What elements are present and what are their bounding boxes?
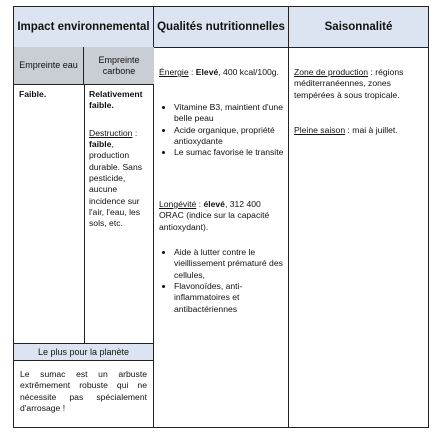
footprint-divider bbox=[84, 85, 85, 343]
info-table bbox=[13, 6, 429, 428]
energy-list bbox=[154, 102, 286, 159]
energy-item: • Le sumac favorise le transite bbox=[174, 147, 286, 158]
longevity-list bbox=[154, 247, 286, 315]
nutrition-header: Qualités nutritionnelles bbox=[154, 7, 288, 48]
energy-item: • Vitamine B3, maintient d'une belle peau bbox=[174, 102, 286, 125]
longevity-value: , 312 400 ORAC (indice sur la capacité antioxydant). bbox=[159, 199, 270, 232]
full-season-text: : mai à juillet. bbox=[345, 125, 398, 135]
longevity-item: • Aide à lutter contre le vieillissement prématuré des cellules, bbox=[174, 247, 286, 281]
destruction-level: faible bbox=[89, 139, 112, 150]
production-zone-text: : régions méditerranéennes, zones tempérées à sous tropicale. bbox=[294, 67, 404, 100]
energy-list-wrap bbox=[154, 102, 286, 159]
water-footprint-value: Faible. bbox=[19, 89, 47, 99]
production-zone-block bbox=[294, 67, 426, 101]
carbon-footprint-header: Empreinte carbone bbox=[84, 47, 154, 85]
longevity-level: élevé bbox=[203, 199, 225, 209]
carbon-footprint-block bbox=[89, 89, 151, 230]
season-column bbox=[289, 7, 428, 427]
planet-plus-text: Le sumac est un arbuste extrêmement robuste qui ne nécessite pas spécialement d'arrosage ! bbox=[20, 369, 147, 414]
longevity-sep: : bbox=[196, 199, 204, 209]
destruction-sep: : bbox=[132, 127, 138, 138]
destruction-block bbox=[89, 128, 151, 230]
carbon-footprint-value: Relativement faible. bbox=[89, 89, 143, 111]
impact-header: Impact environnemental bbox=[14, 7, 153, 48]
longevity-list-wrap bbox=[154, 247, 286, 315]
energy-value: , 400 kcal/100g. bbox=[218, 67, 279, 77]
impact-column bbox=[14, 7, 154, 427]
longevity-label: Longévité bbox=[159, 199, 197, 209]
energy-sep: : bbox=[188, 67, 196, 77]
nutrition-column bbox=[154, 7, 289, 427]
destruction-text: , production durable. Sans pesticide, aucune incidence sur l'air, l'eau, les sols, etc. bbox=[89, 139, 143, 229]
season-header: Saisonnalité bbox=[289, 7, 428, 48]
destruction-label: Destruction bbox=[89, 127, 133, 138]
full-season-label: Pleine saison bbox=[294, 125, 346, 135]
energy-block bbox=[159, 67, 286, 78]
energy-item: • Acide organique, propriété antioxydante bbox=[174, 125, 286, 148]
water-footprint-header: Empreinte eau bbox=[14, 47, 84, 85]
energy-label: Énergie bbox=[159, 67, 189, 77]
production-zone-label: Zone de production bbox=[294, 67, 369, 77]
energy-level: Elevé bbox=[195, 67, 219, 77]
planet-plus-header: Le plus pour la planète bbox=[14, 343, 153, 361]
longevity-item: • Flavonoïdes, anti-inflammatoires et antibactériennes bbox=[174, 281, 286, 315]
full-season-block bbox=[294, 125, 426, 136]
longevity-block bbox=[159, 199, 286, 233]
